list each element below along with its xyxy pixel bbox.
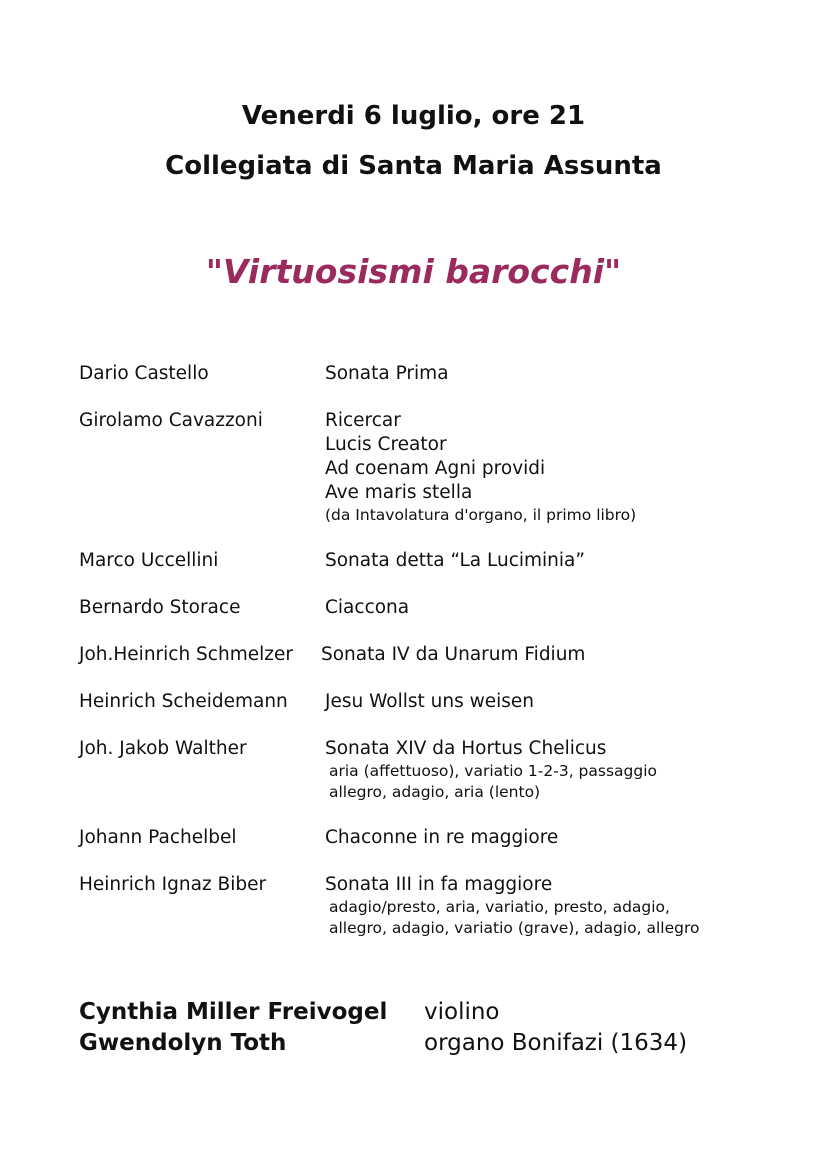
work-list [325, 690, 799, 714]
program-list [79, 362, 799, 939]
work-note: aria (affettuoso), variatio 1-2-3, passaggio [329, 762, 658, 780]
work-list [325, 826, 799, 850]
work-title: Jesu Wollst uns weisen [325, 691, 535, 712]
performer-instrument: organo Bonifazi (1634) [424, 1030, 688, 1056]
composer-name: Johann Pachelbel [79, 827, 237, 848]
work-list [325, 596, 799, 620]
work-title: Sonata Prima [325, 363, 449, 384]
work-title: Sonata XIV da Hortus Chelicus [325, 738, 607, 759]
work-title: Ciaccona [325, 597, 410, 618]
work-title: Sonata IV da Unarum Fidium [321, 644, 586, 665]
work-title: Sonata detta “La Luciminia” [325, 550, 585, 571]
program-item [79, 362, 799, 386]
performers-list [79, 997, 799, 1059]
program-item [79, 737, 799, 803]
work-list [321, 643, 799, 667]
work-list [325, 873, 799, 939]
work-list [325, 362, 799, 386]
composer-name: Bernardo Storace [79, 597, 241, 618]
program-item [79, 549, 799, 573]
work-title: Ad coenam Agni providi [325, 458, 546, 479]
work-note: allegro, adagio, aria (lento) [329, 783, 541, 801]
composer-name: Heinrich Ignaz Biber [79, 874, 267, 895]
work-title: Lucis Creator [325, 434, 447, 455]
performer-row [79, 1028, 799, 1059]
composer-name: Joh.Heinrich Schmelzer [79, 644, 293, 665]
work-title: Ricercar [325, 410, 401, 431]
composer-name: Joh. Jakob Walther [79, 738, 247, 759]
work-title: Ave maris stella [325, 482, 473, 503]
program-item [79, 643, 799, 667]
program-item [79, 409, 799, 526]
program-item [79, 873, 799, 939]
work-list [325, 409, 799, 526]
concert-title: "Virtuosismi barocchi" [205, 252, 622, 291]
program-item [79, 826, 799, 850]
performer-name: Cynthia Miller Freivogel [79, 999, 388, 1025]
work-note: allegro, adagio, variatio (grave), adagio, allegro [329, 919, 700, 937]
work-list [325, 549, 799, 573]
program-item [79, 596, 799, 620]
performer-name: Gwendolyn Toth [79, 1030, 287, 1056]
work-title: Sonata III in fa maggiore [325, 874, 553, 895]
performer-instrument: violino [424, 999, 500, 1025]
concert-date-time: Venerdi 6 luglio, ore 21 [241, 101, 586, 131]
composer-name: Girolamo Cavazzoni [79, 410, 263, 431]
composer-name: Dario Castello [79, 363, 209, 384]
performer-row [79, 997, 799, 1028]
work-note: adagio/presto, aria, variatio, presto, adagio, [329, 898, 670, 916]
work-note: (da Intavolatura d'organo, il primo libro) [325, 506, 637, 524]
program-item [79, 690, 799, 714]
composer-name: Heinrich Scheidemann [79, 691, 288, 712]
composer-name: Marco Uccellini [79, 550, 219, 571]
concert-venue: Collegiata di Santa Maria Assunta [165, 151, 662, 181]
work-list [325, 737, 799, 803]
work-title: Chaconne in re maggiore [325, 827, 559, 848]
